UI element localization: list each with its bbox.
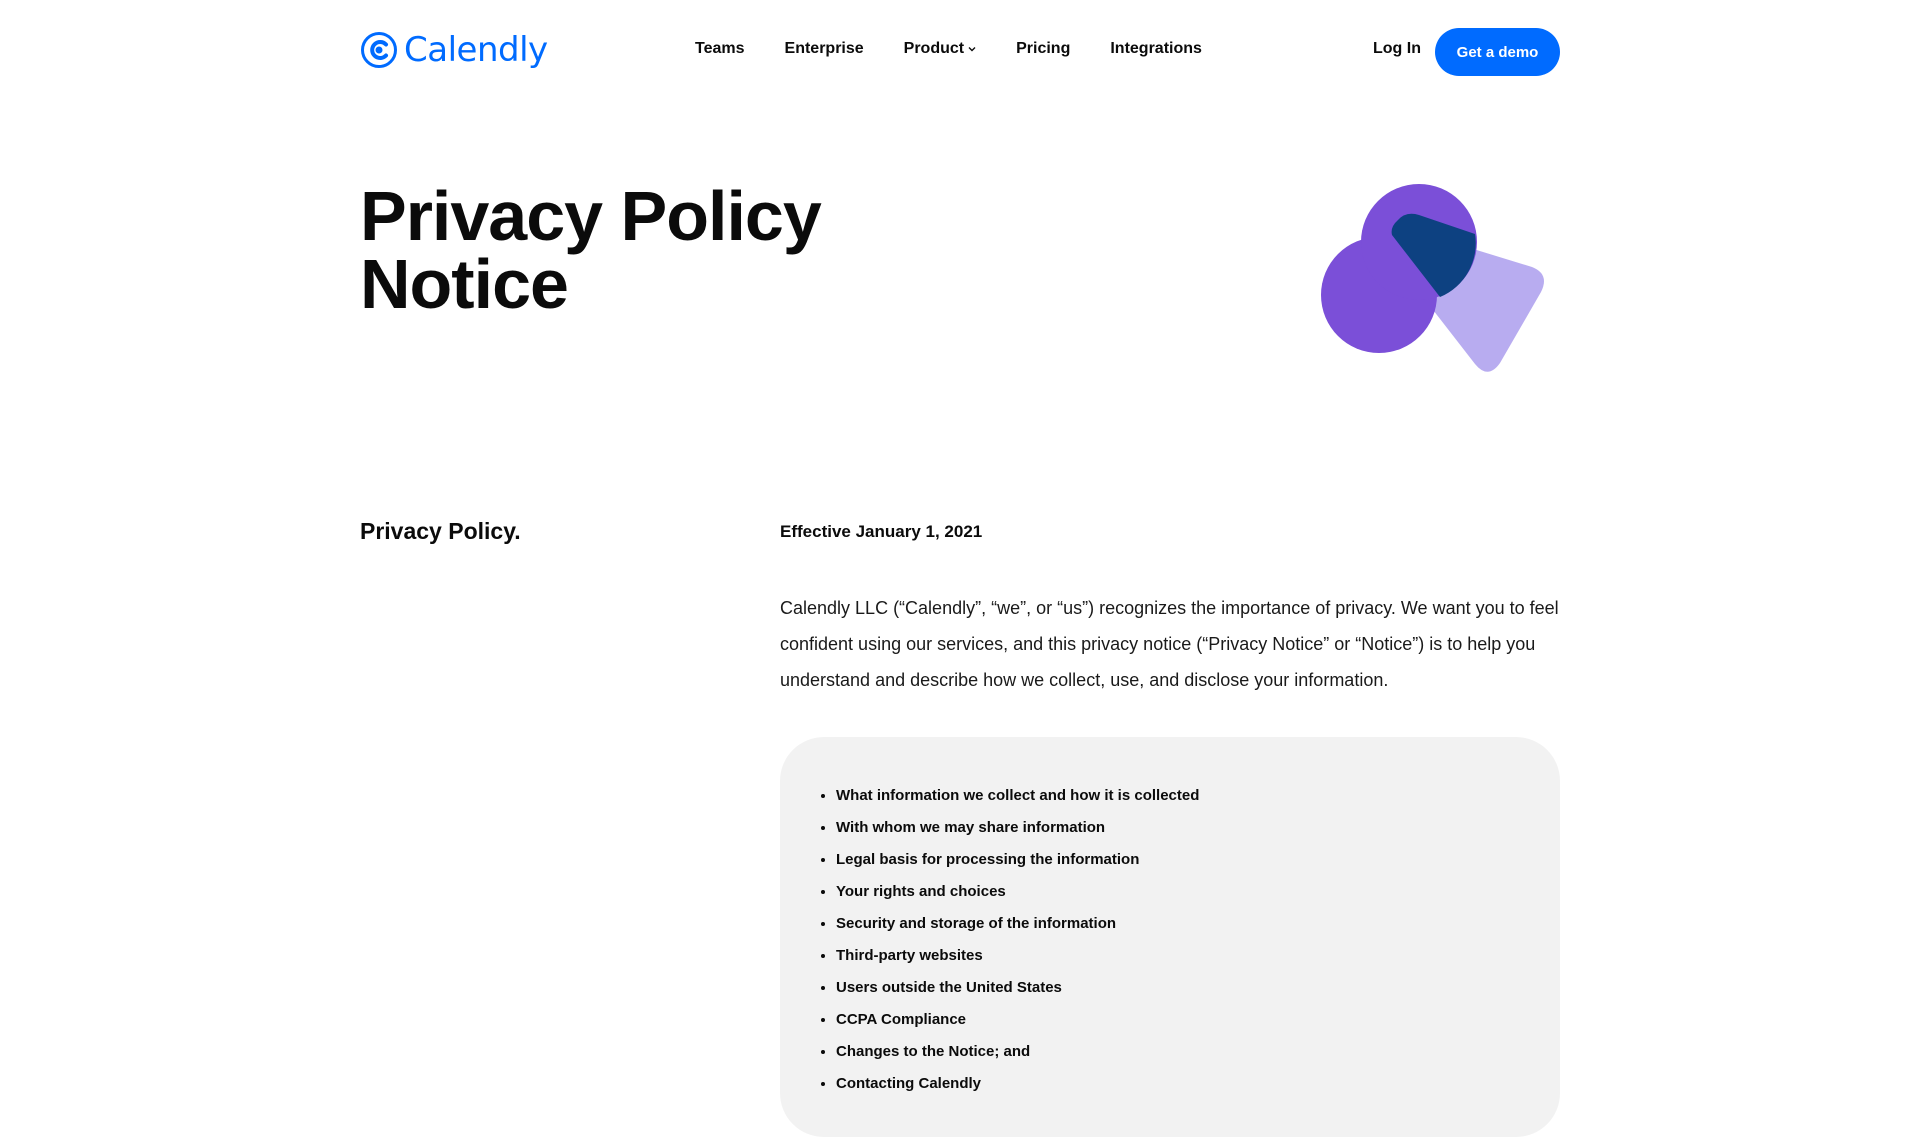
toc-item[interactable]: • Contacting Calendly <box>836 1068 1560 1100</box>
toc-item[interactable]: • Users outside the United States <box>836 972 1560 1004</box>
chevron-down-icon <box>968 45 976 53</box>
calendly-logo-icon <box>360 31 398 69</box>
login-link[interactable]: Log In <box>1373 40 1421 57</box>
main-nav <box>695 40 1242 58</box>
nav-label: Enterprise <box>784 40 864 57</box>
toc-list <box>780 737 1560 1100</box>
nav-item-enterprise[interactable] <box>785 40 864 58</box>
section-label: Privacy Policy. <box>360 518 521 544</box>
nav-label: Product <box>903 40 965 57</box>
toc-item[interactable]: • Legal basis for processing the information <box>836 844 1560 876</box>
toc-item[interactable]: • Your rights and choices <box>836 876 1560 908</box>
nav-item-teams[interactable] <box>695 40 745 58</box>
nav-label: Teams <box>695 40 745 57</box>
nav-item-integrations[interactable] <box>1110 40 1202 58</box>
nav-item-product[interactable] <box>904 40 976 58</box>
toc-item[interactable]: • With whom we may share information <box>836 812 1560 844</box>
hero-illustration <box>1300 180 1560 370</box>
toc-item[interactable]: • What information we collect and how it is collected <box>836 780 1560 812</box>
nav-item-pricing[interactable] <box>1016 40 1070 58</box>
nav-label: Pricing <box>1016 40 1071 57</box>
site-header <box>0 0 1920 102</box>
get-demo-button[interactable]: Get a demo <box>1435 28 1560 76</box>
calendly-logo-link[interactable] <box>360 30 548 70</box>
table-of-contents <box>780 737 1560 1137</box>
toc-item[interactable]: • Changes to the Notice; and <box>836 1036 1560 1068</box>
effective-date: Effective January 1, 2021 <box>780 522 983 541</box>
page-title-line-2: Notice <box>360 245 568 323</box>
toc-item[interactable]: • Security and storage of the information <box>836 908 1560 940</box>
brand-name: Calendly <box>404 30 548 70</box>
page-title <box>360 177 960 323</box>
nav-label: Integrations <box>1110 40 1202 57</box>
intro-paragraph: Calendly LLC (“Calendly”, “we”, or “us”) recognizes the importance of privacy. We want you to feel confident using our services, and this privacy notice (“Privacy Notice” or “Notice”) is to help you understand and describe how we collect, use, and disclose your information. <box>780 598 1559 690</box>
toc-item[interactable]: • Third-party websites <box>836 940 1560 972</box>
page-title-line-1: Privacy Policy <box>360 177 821 255</box>
toc-item[interactable]: • CCPA Compliance <box>836 1004 1560 1036</box>
